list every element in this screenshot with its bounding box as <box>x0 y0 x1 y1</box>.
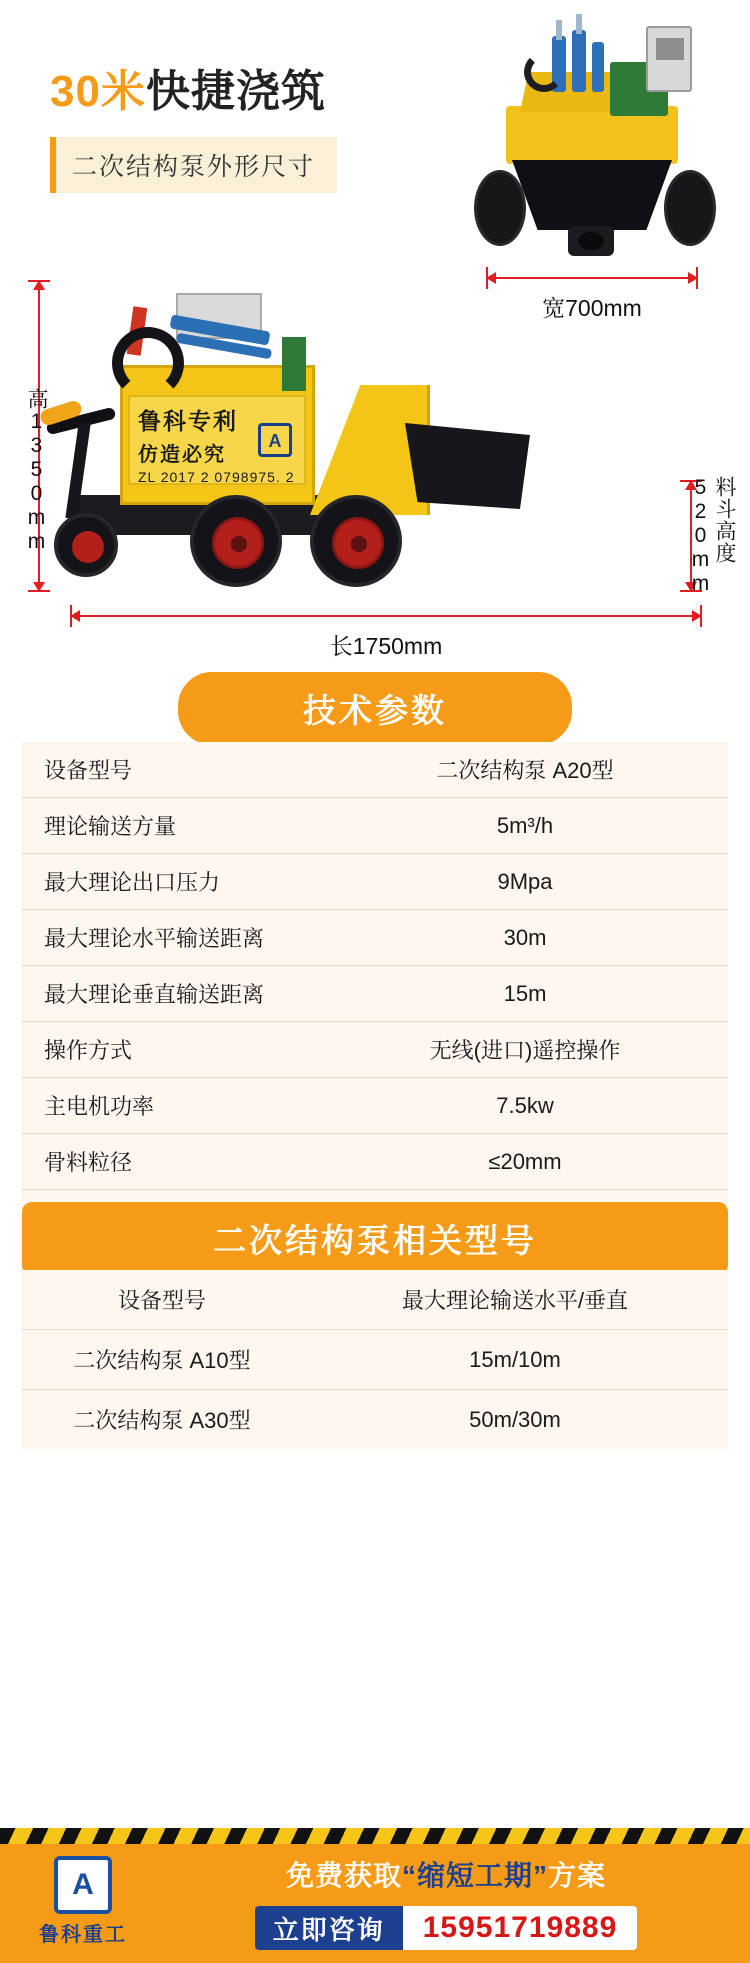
side-wheel-front-hub <box>72 531 104 563</box>
footer-cta-row <box>160 1906 732 1950</box>
footer-logo-name: 鲁科重工 <box>39 1924 127 1946</box>
table-row <box>22 854 728 910</box>
arrow-left-icon-2 <box>70 610 80 622</box>
spec-key: 设备型号 <box>22 742 322 798</box>
footer-logo-icon: A <box>54 1856 112 1914</box>
model-key: 二次结构泵 A30型 <box>73 1408 251 1433</box>
dimension-height <box>16 280 60 592</box>
spec-value: 9Mpa <box>322 854 728 910</box>
table-row <box>22 910 728 966</box>
model-table <box>22 1270 728 1449</box>
spec-value: 二次结构泵 A20型 <box>322 742 728 798</box>
front-hopper <box>512 160 672 230</box>
footer-headline-post: 方案 <box>548 1860 607 1891</box>
spec-key: 最大理论水平输送距离 <box>22 910 322 966</box>
table-row <box>22 1390 728 1450</box>
footer-content <box>160 1854 732 1950</box>
front-rod-2 <box>576 14 582 34</box>
dimension-height-label: 高1350mm <box>25 388 48 554</box>
footer-logo <box>22 1856 144 1948</box>
spec-key: 主电机功率 <box>22 1078 322 1134</box>
side-hose-coil <box>112 327 184 399</box>
dimension-width-label: 宽700mm <box>542 295 642 321</box>
table-row <box>22 1022 728 1078</box>
side-wheel-mid-icon <box>190 495 282 587</box>
spec-value: 7.5kw <box>322 1078 728 1134</box>
hazard-stripe <box>0 1828 750 1844</box>
dimension-hopper-height <box>668 476 736 596</box>
model-key: 二次结构泵 A10型 <box>22 1330 302 1390</box>
spec-key: 理论输送方量 <box>22 798 322 854</box>
footer-headline-highlight: “缩短工期” <box>401 1860 548 1891</box>
table-row <box>22 1330 728 1390</box>
plate-patent-number: ZL 2017 2 0798975. 2 <box>138 469 295 485</box>
table-row <box>22 798 728 854</box>
front-hose-coil <box>524 52 564 92</box>
model-value: 15m/10m <box>302 1330 728 1390</box>
spec-key: 最大理论出口压力 <box>22 854 322 910</box>
front-cylinder-3 <box>592 42 604 92</box>
phone-number[interactable]: 15951719889 <box>403 1906 638 1950</box>
model-value: 50m/30m <box>469 1406 561 1432</box>
page-subtitle: 二次结构泵外形尺寸 <box>50 137 337 193</box>
page-title-rest: 快捷浇筑 <box>145 67 326 116</box>
dimension-length <box>70 610 702 661</box>
footer-headline <box>160 1854 732 1894</box>
dimension-hopper-height-label: 料斗高度520mm <box>689 476 736 596</box>
side-wheel-front-icon <box>54 513 118 577</box>
table-row <box>22 1078 728 1134</box>
spec-key: 骨料粒径 <box>22 1134 322 1190</box>
side-wheel-rear-hub <box>332 517 384 569</box>
machine-side-view-image <box>0 265 750 645</box>
dimension-length-line <box>70 610 702 622</box>
front-rod-1 <box>556 20 562 40</box>
dimension-height-cap-top <box>28 280 50 282</box>
front-wheel-left-icon <box>474 170 526 246</box>
side-hopper <box>405 423 530 509</box>
side-wheel-mid-hub <box>212 517 264 569</box>
spec-value: 5m³/h <box>322 798 728 854</box>
arrow-right-icon-2 <box>692 610 702 622</box>
side-green-motor <box>282 337 306 391</box>
consult-now-button[interactable]: 立即咨询 <box>255 1906 403 1950</box>
footer-headline-pre: 免费获取 <box>285 1860 402 1891</box>
plate-line-1: 鲁科专利 <box>138 408 238 434</box>
table-row <box>22 742 728 798</box>
spec-value: ≤20mm <box>322 1134 728 1190</box>
page-title-highlight: 30米 <box>50 67 146 116</box>
table-row <box>22 1134 728 1190</box>
table-header-row <box>22 1270 728 1330</box>
spec-value: 15m <box>322 966 728 1022</box>
spec-section-banner: 技术参数 <box>178 672 572 745</box>
machine-name-plate <box>128 395 306 485</box>
side-wheel-rear-icon <box>310 495 402 587</box>
model-section-banner: 二次结构泵相关型号 <box>22 1202 728 1275</box>
model-header-key: 设备型号 <box>22 1270 302 1330</box>
dimension-length-label: 长1750mm <box>329 633 443 659</box>
front-cylinder-2 <box>572 30 586 92</box>
model-header-value: 最大理论输送水平/垂直 <box>302 1270 728 1330</box>
footer-cta-bar <box>0 1828 750 1963</box>
spec-value: 30m <box>322 910 728 966</box>
spec-key: 最大理论垂直输送距离 <box>22 966 322 1022</box>
dimension-height-cap-bottom <box>28 590 50 592</box>
machine-front-view-image <box>460 10 730 270</box>
table-row <box>22 966 728 1022</box>
spec-key: 操作方式 <box>22 1022 322 1078</box>
plate-line-2: 仿造必究 <box>138 444 226 466</box>
front-control-panel <box>646 26 692 92</box>
front-outlet <box>568 226 614 256</box>
spec-value: 无线(进口)遥控操作 <box>322 1022 728 1078</box>
front-wheel-right-icon <box>664 170 716 246</box>
brand-logo-icon: A <box>258 423 292 457</box>
